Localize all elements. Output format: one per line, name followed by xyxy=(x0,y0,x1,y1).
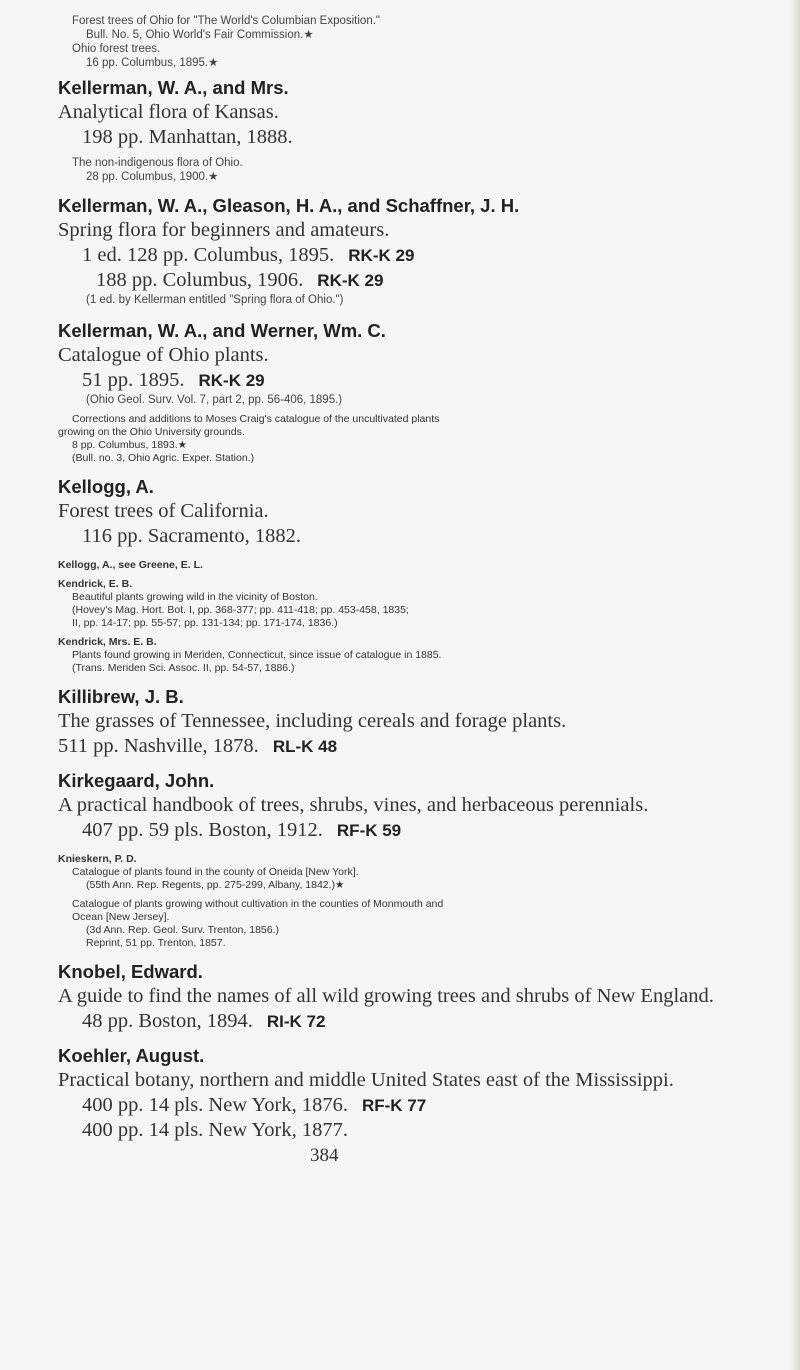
author-name: Kellerman, W. A., Gleason, H. A., and Schaffner, J. H. xyxy=(58,195,520,216)
publication-info xyxy=(58,818,786,843)
author-name: Kendrick, Mrs. E. B. xyxy=(58,636,157,648)
publication-info xyxy=(58,268,786,293)
note-line: Catalogue of plants found in the county of Oneida [New York]. xyxy=(72,866,359,878)
call-number: RK-K 29 xyxy=(348,246,415,265)
author-name: Killibrew, J. B. xyxy=(58,686,184,707)
call-number: RF-K 77 xyxy=(361,1096,427,1115)
note-line: (Hovey's Mag. Hort. Bot. I, pp. 368-377; pp. 411-418; pp. 453-458, 1835; xyxy=(72,604,409,616)
entry-kellogg xyxy=(58,475,786,549)
entry-kellerman-mrs xyxy=(58,76,786,184)
entry-koehler xyxy=(58,1044,786,1143)
entry-killibrew xyxy=(58,685,786,759)
note-line: Bull. No. 5, Ohio World's Fair Commission.★ xyxy=(86,29,314,41)
call-number: RI-K 72 xyxy=(266,1012,326,1031)
note-line: Ocean [New Jersey]. xyxy=(72,911,170,923)
publication-text: 400 pp. 14 pls. New York, 1876. xyxy=(82,1094,348,1116)
note-line: The non-indigenous flora of Ohio. xyxy=(72,157,243,169)
book-title: The grasses of Tennessee, including cereals and forage plants. xyxy=(58,710,567,732)
entry-kendrick-mrs xyxy=(58,636,786,675)
cross-reference: Kellogg, A., see Greene, E. L. xyxy=(58,559,203,571)
publication-info xyxy=(58,1009,786,1034)
publication-info: 400 pp. 14 pls. New York, 1877. xyxy=(82,1119,348,1141)
note-line: Catalogue of plants growing without cultivation in the counties of Monmouth and xyxy=(72,898,444,910)
entry-kellerman-werner xyxy=(58,319,786,465)
book-title: Analytical flora of Kansas. xyxy=(58,101,279,123)
call-number: RL-K 48 xyxy=(272,737,338,756)
note-line: Ohio forest trees. xyxy=(72,43,161,55)
note-line: Plants found growing in Meriden, Connecticut, since issue of catalogue in 1885. xyxy=(72,649,442,661)
book-title: Forest trees of California. xyxy=(58,500,269,522)
note-line: growing on the Ohio University grounds. xyxy=(58,426,245,438)
note-line: (1 ed. by Kellerman entitled "Spring flora of Ohio.") xyxy=(86,294,344,306)
publication-text: 407 pp. 59 pls. Boston, 1912. xyxy=(82,819,323,841)
note-line: Forest trees of Ohio for "The World's Columbian Exposition." xyxy=(72,15,380,27)
publication-text: 51 pp. 1895. xyxy=(82,369,185,391)
entry-knieskern xyxy=(58,853,786,950)
book-title: Practical botany, northern and middle United States east of the Mississippi. xyxy=(58,1069,674,1091)
entry-kellerman-gleason-schaffner xyxy=(58,194,786,307)
entry-forest-trees-ohio xyxy=(58,14,786,70)
author-name: Kellerman, W. A., and Werner, Wm. C. xyxy=(58,320,386,341)
book-title: A guide to find the names of all wild growing trees and shrubs of New England. xyxy=(58,985,714,1007)
note-line: 8 pp. Columbus, 1893.★ xyxy=(72,439,188,451)
note-line: (Trans. Meriden Sci. Assoc. II, pp. 54-57, 1886.) xyxy=(72,662,295,674)
note-line: 28 pp. Columbus, 1900.★ xyxy=(86,171,219,183)
note-line: (3d Ann. Rep. Geol. Surv. Trenton, 1856.) xyxy=(86,924,279,936)
publication-info: 198 pp. Manhattan, 1888. xyxy=(82,126,293,148)
book-title: Spring flora for beginners and amateurs. xyxy=(58,219,390,241)
note-line: 16 pp. Columbus, 1895.★ xyxy=(86,57,219,69)
author-name: Kellogg, A. xyxy=(58,476,154,497)
series-note: (Ohio Geol. Surv. Vol. 7, part 2, pp. 56-406, 1895.) xyxy=(86,394,343,406)
entry-kendrick xyxy=(58,578,786,630)
entry-kirkegaard xyxy=(58,769,786,843)
page-edge-shadow xyxy=(790,0,800,1370)
call-number: RK-K 29 xyxy=(317,271,384,290)
page-number: 384 xyxy=(310,1145,339,1166)
author-name: Koehler, August. xyxy=(58,1045,205,1066)
publication-text: 511 pp. Nashville, 1878. xyxy=(58,735,259,757)
note-line: II, pp. 14-17; pp. 55-57; pp. 131-134; pp. 171-174, 1836.) xyxy=(72,617,338,629)
book-title: Catalogue of Ohio plants. xyxy=(58,344,269,366)
publication-info xyxy=(58,1093,786,1118)
author-name: Knieskern, P. D. xyxy=(58,853,137,865)
call-number: RF-K 59 xyxy=(336,821,402,840)
publication-info xyxy=(58,243,786,268)
publication-text: 1 ed. 128 pp. Columbus, 1895. xyxy=(82,244,335,266)
author-name: Knobel, Edward. xyxy=(58,961,203,982)
author-name: Kirkegaard, John. xyxy=(58,770,215,791)
publication-info xyxy=(58,368,786,393)
note-line: (55th Ann. Rep. Regents, pp. 275-299, Albany, 1842.)★ xyxy=(86,879,345,891)
publication-text: 48 pp. Boston, 1894. xyxy=(82,1010,253,1032)
author-name: Kendrick, E. B. xyxy=(58,578,133,590)
publication-text: 188 pp. Columbus, 1906. xyxy=(96,269,304,291)
note-line: (Bull. no. 3, Ohio Agric. Exper. Station.) xyxy=(72,452,255,464)
note-line: Beautiful plants growing wild in the vicinity of Boston. xyxy=(72,591,318,603)
author-name: Kellerman, W. A., and Mrs. xyxy=(58,77,289,98)
book-title: A practical handbook of trees, shrubs, vines, and herbaceous perennials. xyxy=(58,794,649,816)
note-line: Corrections and additions to Moses Craig's catalogue of the uncultivated plants xyxy=(72,413,440,425)
call-number: RK-K 29 xyxy=(198,371,265,390)
note-line: Reprint, 51 pp. Trenton, 1857. xyxy=(86,937,226,949)
publication-info: 116 pp. Sacramento, 1882. xyxy=(82,525,302,547)
publication-info xyxy=(58,734,786,759)
entry-knobel xyxy=(58,960,786,1034)
bibliography-list xyxy=(58,14,786,1167)
